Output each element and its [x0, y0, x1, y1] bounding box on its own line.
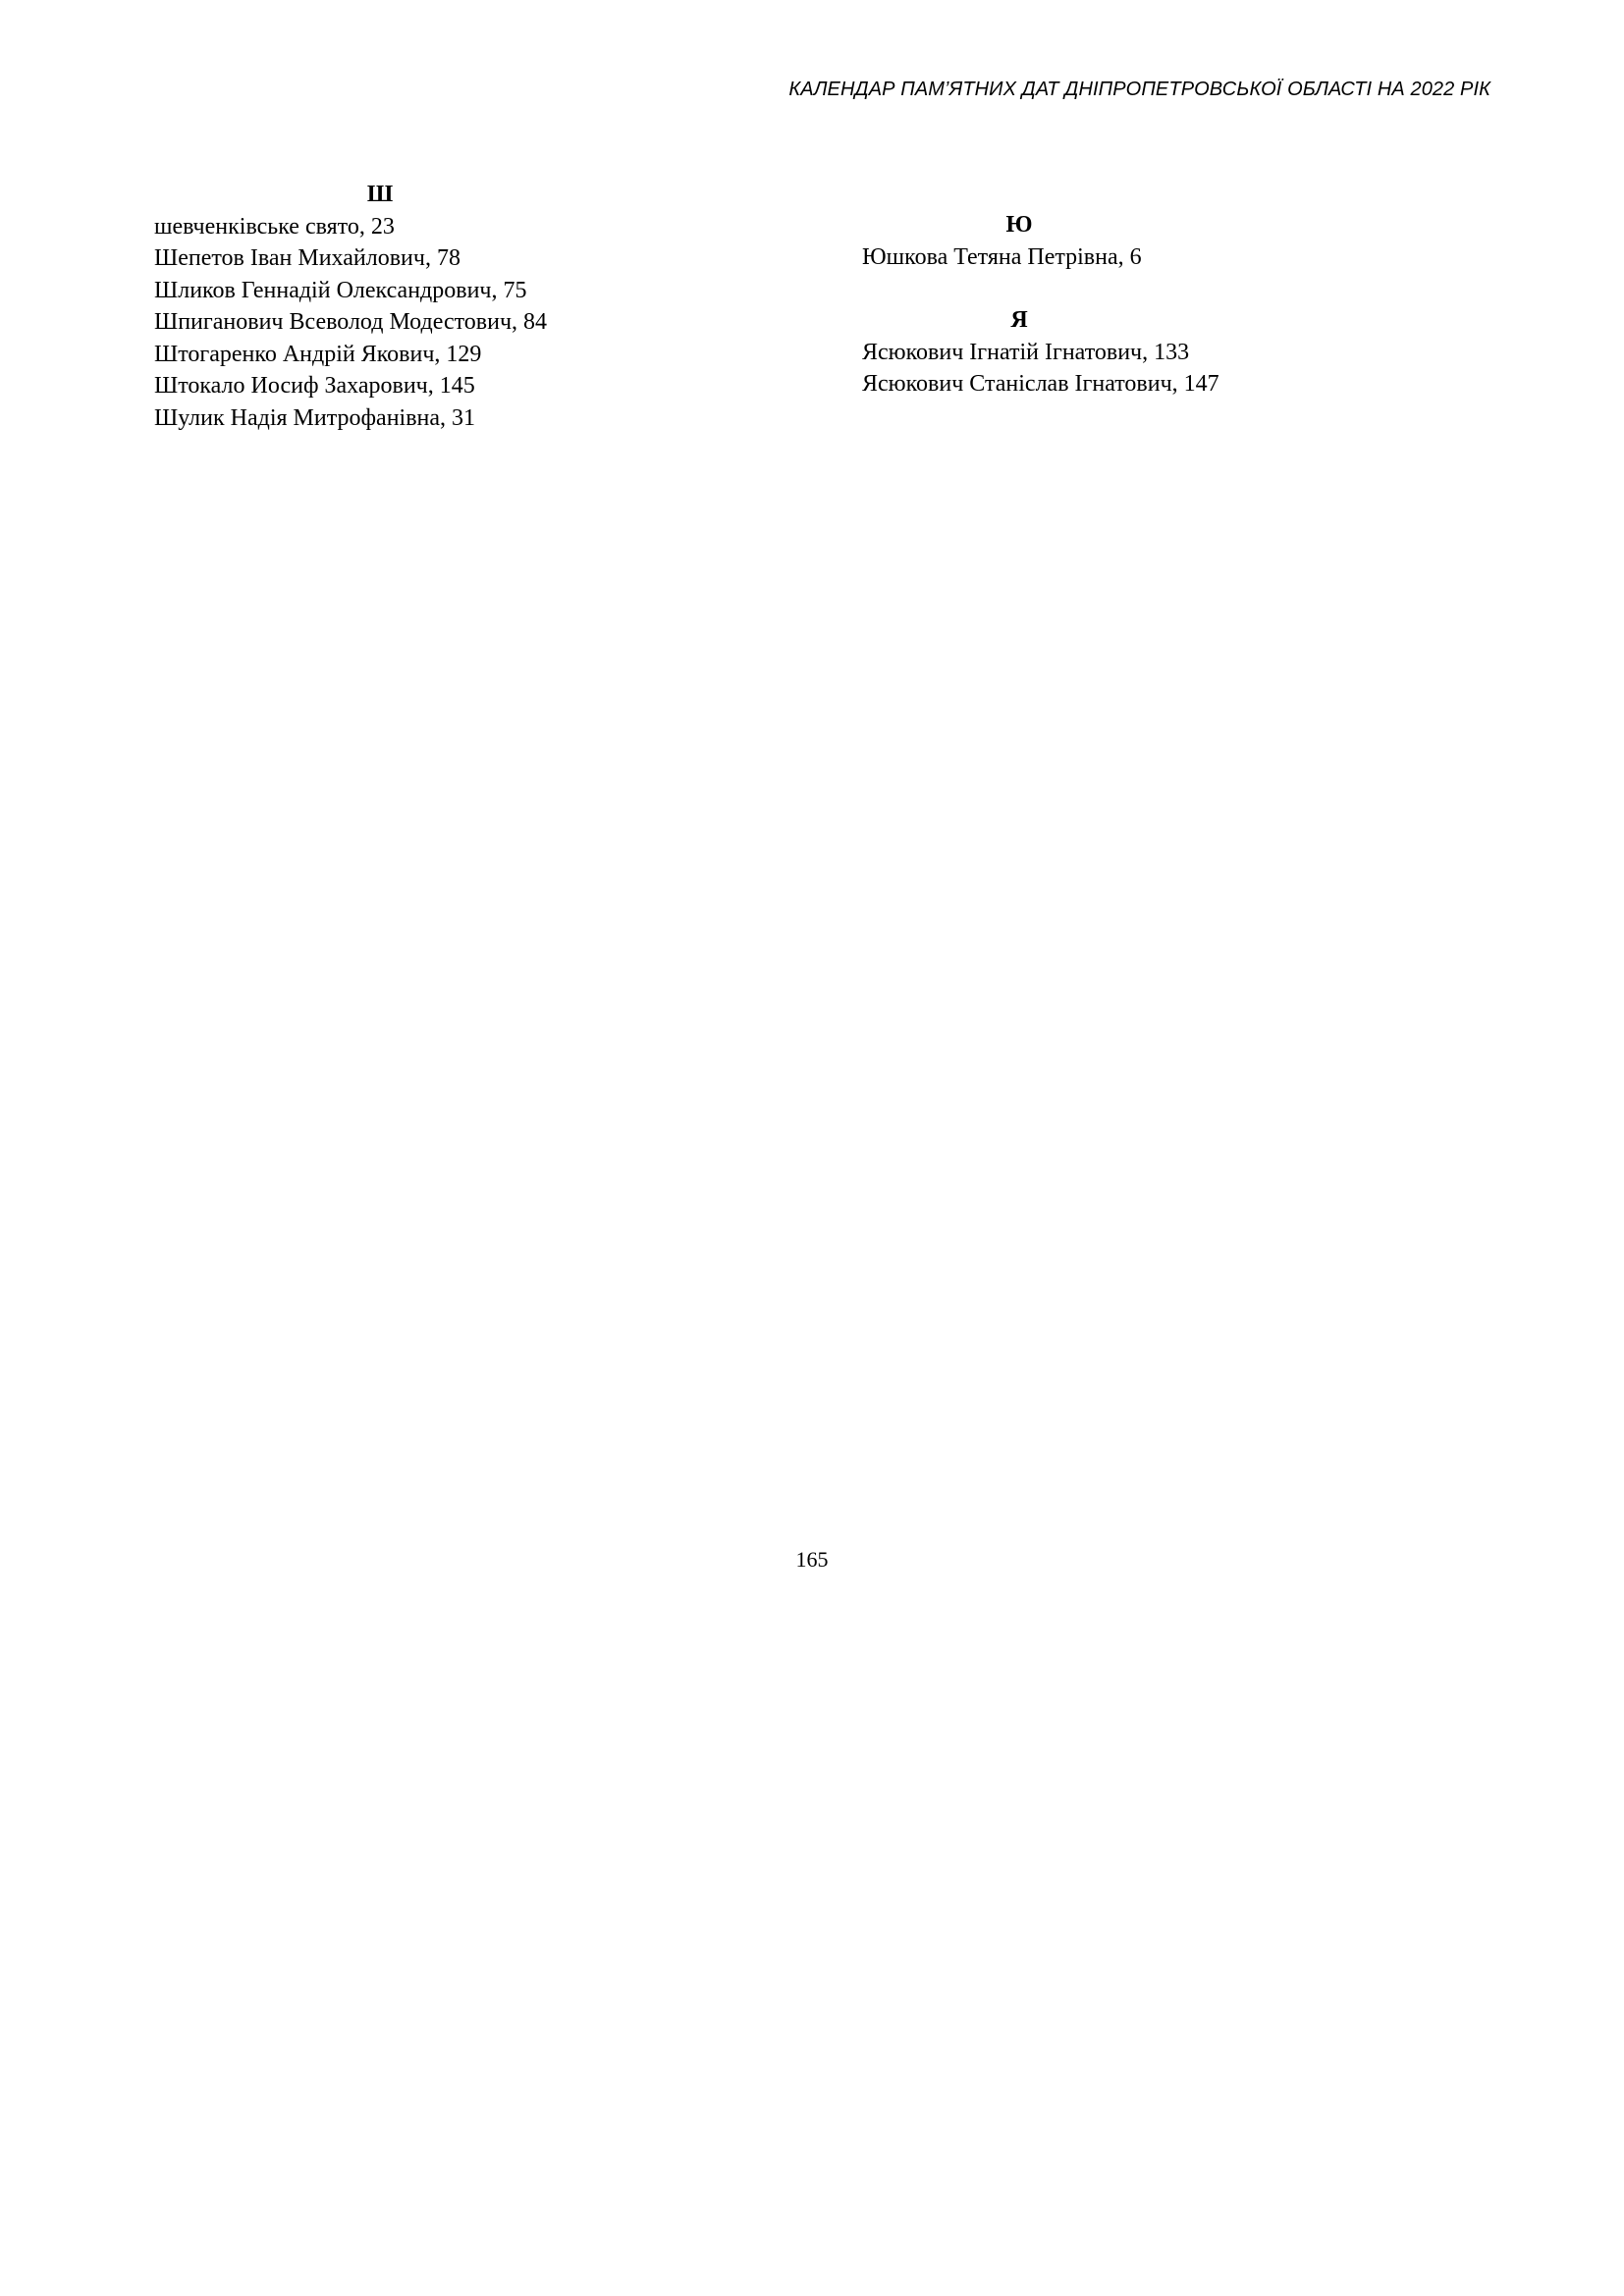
index-entry: Ясюкович Станіслав Ігнатович, 147	[862, 371, 1219, 397]
index-section-yu	[862, 209, 1176, 273]
index-entry: шевченківське свято, 23	[154, 213, 395, 240]
index-entry: Штокало Иосиф Захарович, 145	[154, 373, 475, 399]
index-entry: Шепетов Іван Михайлович, 78	[154, 245, 460, 271]
index-section-sha	[154, 179, 606, 434]
index-column-left	[154, 179, 606, 465]
index-entry: Штогаренко Андрій Якович, 129	[154, 341, 482, 367]
index-entry: Шулик Надія Митрофанівна, 31	[154, 404, 476, 431]
running-header: КАЛЕНДАР ПАМ’ЯТНИХ ДАТ ДНІПРОПЕТРОВСЬКОЇ ОБЛАСТІ НА 2022 РІК	[788, 79, 1490, 100]
index-column-right	[862, 209, 1219, 432]
index-entry: Ясюкович Ігнатій Ігнатович, 133	[862, 339, 1190, 365]
section-letter: Ш	[366, 182, 394, 207]
index-entry: Юшкова Тетяна Петрівна, 6	[862, 243, 1142, 270]
index-entry: Шликов Геннадій Олександрович, 75	[154, 277, 527, 303]
index-entry: Шпиганович Всеволод Модестович, 84	[154, 309, 548, 335]
section-letter: Я	[1010, 307, 1028, 333]
entry-list	[862, 337, 1219, 400]
index-section-ya	[862, 304, 1219, 400]
page-number: 165	[795, 1547, 829, 1572]
section-letter: Ю	[1005, 212, 1033, 238]
entry-list	[862, 241, 1176, 274]
entry-list	[154, 211, 606, 435]
